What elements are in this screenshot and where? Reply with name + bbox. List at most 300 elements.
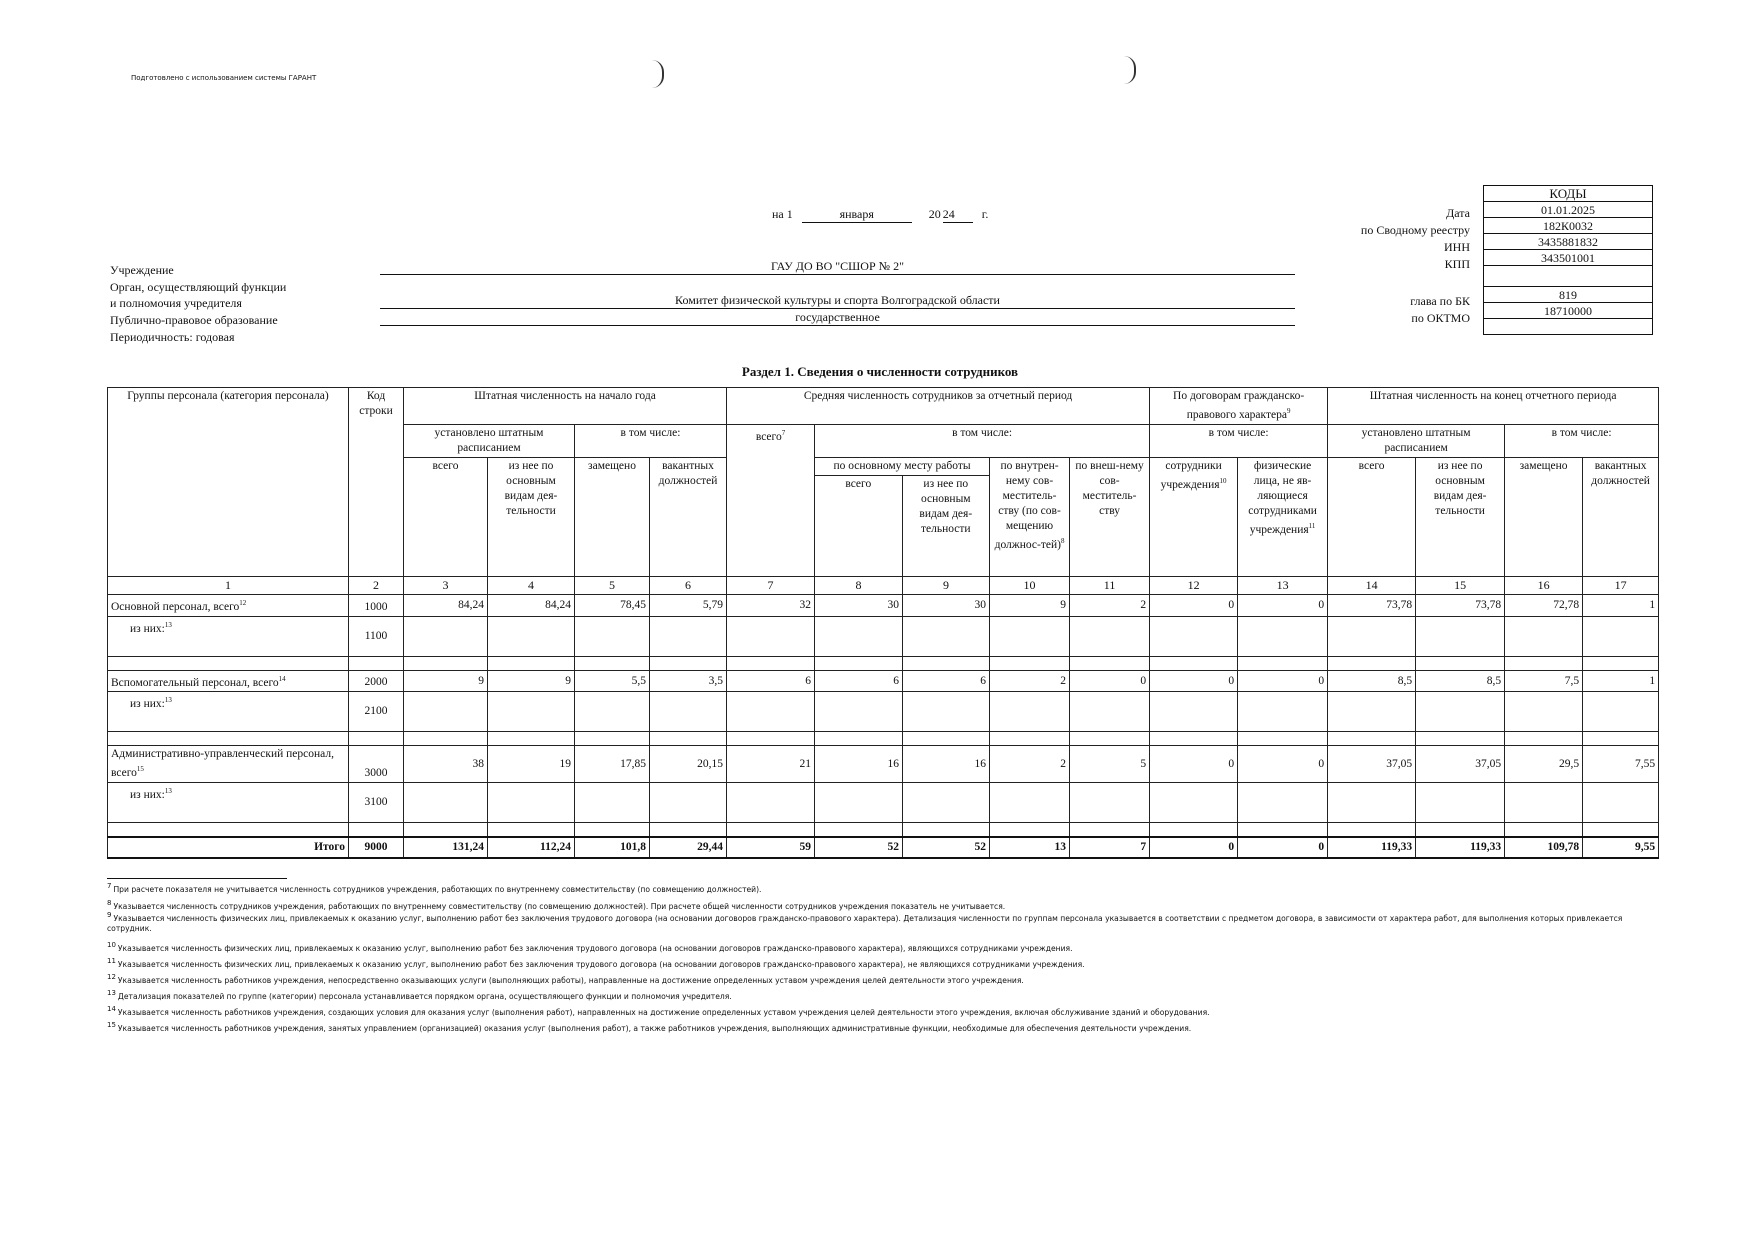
value-cell: 0 <box>1238 837 1328 858</box>
empty-cell <box>1070 823 1150 837</box>
empty-cell <box>650 823 727 837</box>
empty-cell <box>1070 732 1150 746</box>
header-main-place <box>815 457 990 576</box>
footnote-number: 13 <box>107 989 116 997</box>
header-contracts: По договорам гражданско-правового характера$^9$ <box>1150 388 1328 425</box>
empty-cell <box>1583 656 1659 670</box>
code-label-date: Дата <box>1446 206 1470 220</box>
empty-cell <box>108 732 349 746</box>
code-empty <box>1484 266 1653 287</box>
row-name <box>108 616 349 656</box>
code-label-bk: глава по БК <box>1410 294 1470 308</box>
footnote-number: 8 <box>107 899 112 907</box>
empty-cell <box>990 823 1070 837</box>
value-cell <box>1505 692 1583 732</box>
header-employees-12: сотрудники учреждения$^{10}$ <box>1150 457 1238 576</box>
empty-cell <box>903 656 990 670</box>
empty-cell <box>727 823 815 837</box>
header-contracts-text: По договорам гражданско-правового характера <box>1173 390 1305 421</box>
value-cell <box>1070 692 1150 732</box>
staff-table <box>107 387 1659 859</box>
value-cell: 0 <box>1150 594 1238 616</box>
footnote-text: При расчете показателя не учитывается численность сотрудников учреждения, работающих по внутреннему совместительству (по совмещению должностей). <box>113 884 762 894</box>
row-name <box>108 692 349 732</box>
value-cell: 119,33 <box>1416 837 1505 858</box>
column-number: 6 <box>650 576 727 594</box>
column-number: 5 <box>575 576 650 594</box>
header-code: Код строки <box>349 388 404 577</box>
value-cell <box>1150 783 1238 823</box>
footnote-text: Указывается численность работников учреждения, создающих условия для оказания услуг (выполнения работ), направленных на достижение определенных уставом учреждения целей деятельности этого учреждения, включая обслуживание зданий и оборудования. <box>117 1007 1210 1017</box>
value-cell: 5 <box>1070 746 1150 783</box>
organ-label-1: Орган, осуществляющий функции <box>110 280 287 294</box>
empty-cell <box>1238 732 1328 746</box>
public-value: государственное <box>380 310 1295 326</box>
institution-label: Учреждение <box>110 263 174 277</box>
footnote-text: Указывается численность сотрудников учреждения, работающих по внутреннему совместительству (по совмещению должностей). При расчете общей численности сотрудников учреждения показатель не учитывается. <box>113 901 1006 911</box>
header-main-4: из нее по основным видам дея-тельности <box>488 457 575 576</box>
value-cell: 6 <box>903 670 990 692</box>
column-numbers-row <box>108 576 1659 594</box>
value-cell <box>1238 692 1328 732</box>
empty-cell <box>1505 823 1583 837</box>
value-cell: 7,5 <box>1505 670 1583 692</box>
header-avg-including: в том числе: <box>815 424 1150 457</box>
footnote-text: Детализация показателей по группе (категории) персонала устанавливается порядком органа, осуществляющего функции и полномочия учредителя. <box>117 991 732 1001</box>
row-code: 1000 <box>349 594 404 616</box>
footnote <box>107 972 1652 986</box>
value-cell: 0 <box>1150 837 1238 858</box>
column-number: 12 <box>1150 576 1238 594</box>
header-contracts-including: в том числе: <box>1150 424 1328 457</box>
value-cell <box>1583 783 1659 823</box>
row-name-text: Административно-управленческий персонал, всего <box>111 748 334 780</box>
codes-table <box>1483 185 1653 335</box>
value-cell: 0 <box>1150 746 1238 783</box>
row-name <box>108 670 349 692</box>
value-cell: 112,24 <box>488 837 575 858</box>
empty-cell <box>488 656 575 670</box>
empty-cell <box>1070 656 1150 670</box>
header-main-15: из нее по основным видам дея-тельности <box>1416 457 1505 576</box>
row-footnote-ref: 13 <box>164 620 172 629</box>
header-average: Средняя численность сотрудников за отчетный период <box>727 388 1150 425</box>
header-end-established: установлено штатным расписанием <box>1328 424 1505 457</box>
value-cell: 0 <box>1150 670 1238 692</box>
code-label-kpp: КПП <box>1444 257 1470 271</box>
value-cell <box>650 783 727 823</box>
value-cell: 9 <box>488 670 575 692</box>
empty-cell <box>1150 823 1238 837</box>
column-number: 9 <box>903 576 990 594</box>
footnote-number: 15 <box>107 1021 116 1029</box>
value-cell: 29,5 <box>1505 746 1583 783</box>
empty-cell <box>1416 823 1505 837</box>
header-end-period: Штатная численность на конец отчетного периода <box>1328 388 1659 425</box>
table-row-detail <box>108 692 1659 732</box>
empty-cell <box>1150 732 1238 746</box>
empty-cell <box>349 732 404 746</box>
empty-cell <box>108 823 349 837</box>
header-including: в том числе: <box>575 424 727 457</box>
empty-cell <box>815 823 903 837</box>
codes-header: КОДЫ <box>1484 186 1653 202</box>
table-row-group <box>108 670 1659 692</box>
value-cell: 7 <box>1070 837 1150 858</box>
header-end-including: в том числе: <box>1505 424 1659 457</box>
row-footnote-ref: 13 <box>164 696 172 705</box>
value-cell: 78,45 <box>575 594 650 616</box>
column-number: 1 <box>108 576 349 594</box>
value-cell: 37,05 <box>1416 746 1505 783</box>
value-cell: 9 <box>404 670 488 692</box>
organ-label-2: и полномочия учредителя <box>110 296 242 310</box>
value-cell: 9 <box>990 594 1070 616</box>
value-cell <box>1416 692 1505 732</box>
value-cell: 5,79 <box>650 594 727 616</box>
value-cell <box>1583 692 1659 732</box>
value-cell <box>1150 616 1238 656</box>
footnote-text: Указывается численность физических лиц, привлекаемых к оказанию услуг, выполнению работ без заключения трудового договора (на основании договоров гражданско-правового характера), являющихся сотрудниками учреждения. <box>117 943 1073 953</box>
column-number: 17 <box>1583 576 1659 594</box>
empty-cell <box>1150 656 1238 670</box>
footnote-number: 11 <box>107 957 116 965</box>
empty-cell <box>488 732 575 746</box>
footnote <box>107 988 1652 1002</box>
footnote-number: 14 <box>107 1005 116 1013</box>
date-year-prefix: 20 <box>928 207 941 221</box>
value-cell <box>990 692 1070 732</box>
value-cell: 52 <box>815 837 903 858</box>
value-cell: 101,8 <box>575 837 650 858</box>
empty-cell <box>650 732 727 746</box>
table-row-detail <box>108 783 1659 823</box>
value-cell: 19 <box>488 746 575 783</box>
empty-cell <box>903 732 990 746</box>
value-cell <box>1238 783 1328 823</box>
organ-value: Комитет физической культуры и спорта Волгоградской области <box>380 293 1295 309</box>
code-empty-2 <box>1484 319 1653 335</box>
public-label: Публично-правовое образование <box>110 313 278 327</box>
value-cell: 5,5 <box>575 670 650 692</box>
value-cell: 2 <box>1070 594 1150 616</box>
code-registry: 182К0032 <box>1484 218 1653 234</box>
value-cell: 20,15 <box>650 746 727 783</box>
value-cell: 6 <box>815 670 903 692</box>
total-code: 9000 <box>349 837 404 858</box>
empty-cell <box>1583 732 1659 746</box>
value-cell: 30 <box>903 594 990 616</box>
value-cell: 0 <box>1238 670 1328 692</box>
header-individuals-13: физические лица, не яв-ляющиеся сотрудниками учреждения$^{11}$ <box>1238 457 1328 576</box>
row-code: 2000 <box>349 670 404 692</box>
value-cell <box>1583 616 1659 656</box>
value-cell: 0 <box>1238 746 1328 783</box>
date-suffix: г. <box>981 207 989 221</box>
value-cell <box>990 783 1070 823</box>
value-cell <box>575 783 650 823</box>
empty-cell <box>404 656 488 670</box>
value-cell: 30 <box>815 594 903 616</box>
value-cell: 73,78 <box>1416 594 1505 616</box>
footnote-text: Указывается численность физических лиц, привлекаемых к оказанию услуг, выполнению работ без заключения трудового договора (на основании договоров гражданско-правового характера). Детализация численности по группам персонала указывается в соответствии с предметом договора, в зависимости от характера работ, для выполнения которых привлекается сотрудник. <box>107 913 1623 933</box>
footnote <box>107 881 1652 895</box>
empty-cell <box>1328 656 1416 670</box>
date-prefix: на 1 <box>772 207 793 221</box>
value-cell <box>1416 783 1505 823</box>
row-name-text: Вспомогательный персонал, всего <box>111 676 279 689</box>
row-name-text: Основной персонал, всего <box>111 600 240 613</box>
value-cell: 59 <box>727 837 815 858</box>
value-cell: 0 <box>1070 670 1150 692</box>
header-group: Группы персонала (категория персонала) <box>108 388 349 577</box>
footnote <box>107 940 1652 954</box>
value-cell: 38 <box>404 746 488 783</box>
value-cell: 0 <box>1238 594 1328 616</box>
value-cell: 1 <box>1583 670 1659 692</box>
value-cell <box>903 616 990 656</box>
value-cell <box>488 616 575 656</box>
footnote <box>107 1004 1652 1018</box>
value-cell: 29,44 <box>650 837 727 858</box>
value-cell: 8,5 <box>1416 670 1505 692</box>
value-cell <box>1505 783 1583 823</box>
header-employees-text: сотрудники учреждения <box>1160 459 1222 491</box>
header-main-9: из нее по основным видам дея-тельности <box>919 477 973 535</box>
value-cell <box>727 692 815 732</box>
value-cell: 9,55 <box>1583 837 1659 858</box>
date-year: 24 <box>943 207 973 223</box>
empty-cell <box>349 823 404 837</box>
code-date: 01.01.2025 <box>1484 202 1653 218</box>
header-established: установлено штатным расписанием <box>404 424 575 457</box>
value-cell <box>1505 616 1583 656</box>
value-cell <box>650 692 727 732</box>
empty-cell <box>1505 732 1583 746</box>
empty-cell <box>575 656 650 670</box>
column-number: 14 <box>1328 576 1416 594</box>
value-cell <box>488 692 575 732</box>
empty-cell <box>815 656 903 670</box>
code-inn: 3435881832 <box>1484 234 1653 250</box>
header-main-place-title: по основному месту работы <box>815 458 989 476</box>
header-vacant-17: вакантных должностей <box>1583 457 1659 576</box>
empty-cell <box>488 823 575 837</box>
footnote-text: Указывается численность работников учреждения, занятых управлением (организацией) оказания услуг (выполнения работ), а также работников учреждения, выполняющих административные функции, необходимые для обеспечения деятельности учреждения. <box>117 1023 1192 1033</box>
value-cell: 32 <box>727 594 815 616</box>
row-code: 1100 <box>349 616 404 656</box>
value-cell: 2 <box>990 746 1070 783</box>
value-cell <box>1150 692 1238 732</box>
value-cell: 72,78 <box>1505 594 1583 616</box>
header-individuals-text: физические лица, не яв-ляющиеся сотрудниками учреждения <box>1248 459 1317 536</box>
empty-cell <box>1416 732 1505 746</box>
value-cell: 37,05 <box>1328 746 1416 783</box>
footnote <box>107 956 1652 970</box>
value-cell: 84,24 <box>488 594 575 616</box>
spacer-row <box>108 823 1659 837</box>
empty-cell <box>1328 823 1416 837</box>
value-cell: 2 <box>990 670 1070 692</box>
value-cell: 17,85 <box>575 746 650 783</box>
period-label: Периодичность: годовая <box>110 330 235 344</box>
value-cell: 73,78 <box>1328 594 1416 616</box>
footnote <box>107 1020 1652 1034</box>
value-cell: 13 <box>990 837 1070 858</box>
punch-hole-mark <box>652 60 664 88</box>
header-start-year: Штатная численность на начало года <box>404 388 727 425</box>
empty-cell <box>404 823 488 837</box>
empty-cell <box>575 823 650 837</box>
empty-cell <box>1416 656 1505 670</box>
header-total-8: всего <box>815 476 903 576</box>
value-cell <box>1328 616 1416 656</box>
row-name-text: из них: <box>130 789 165 802</box>
column-number: 7 <box>727 576 815 594</box>
section-title: Раздел 1. Сведения о численности сотрудников <box>741 364 1019 379</box>
row-name <box>108 594 349 616</box>
value-cell <box>815 692 903 732</box>
footnote-divider <box>107 878 287 879</box>
empty-cell <box>1328 732 1416 746</box>
header-external-11: по внеш-нему сов-меститель-ству <box>1070 457 1150 576</box>
code-oktmo: 18710000 <box>1484 303 1653 319</box>
header-filled-16: замещено <box>1505 457 1583 576</box>
empty-cell <box>727 656 815 670</box>
column-number: 11 <box>1070 576 1150 594</box>
row-name-text: из них: <box>130 622 165 635</box>
header-filled-5: замещено <box>575 457 650 576</box>
value-cell: 84,24 <box>404 594 488 616</box>
table-row-total <box>108 837 1659 858</box>
value-cell: 3,5 <box>650 670 727 692</box>
value-cell: 16 <box>903 746 990 783</box>
total-label: Итого <box>108 837 349 858</box>
value-cell <box>1328 692 1416 732</box>
table-row-group <box>108 746 1659 783</box>
empty-cell <box>1238 656 1328 670</box>
value-cell: 1 <box>1583 594 1659 616</box>
empty-cell <box>1583 823 1659 837</box>
header-internal-10: по внутрен-нему сов-меститель-ству (по сов-мещению должнос-тей)$^8$ <box>990 457 1070 576</box>
header-internal-text: по внутрен-нему сов-меститель-ству (по сов-мещению должнос-тей) <box>994 459 1061 551</box>
row-footnote-ref: 14 <box>278 674 286 683</box>
header-avg-total-text: всего <box>755 430 782 443</box>
column-number: 13 <box>1238 576 1328 594</box>
column-number: 16 <box>1505 576 1583 594</box>
value-cell <box>1238 616 1328 656</box>
empty-cell <box>404 732 488 746</box>
value-cell <box>727 783 815 823</box>
empty-cell <box>990 732 1070 746</box>
empty-cell <box>1238 823 1328 837</box>
table-row-detail <box>108 616 1659 656</box>
date-line <box>772 207 988 223</box>
value-cell <box>815 616 903 656</box>
code-label-oktmo: по ОКТМО <box>1411 311 1470 325</box>
spacer-row <box>108 656 1659 670</box>
spacer-row <box>108 732 1659 746</box>
column-number: 15 <box>1416 576 1505 594</box>
footnote-number: 12 <box>107 973 116 981</box>
value-cell: 52 <box>903 837 990 858</box>
row-footnote-ref: 15 <box>136 765 144 774</box>
code-label-registry: по Сводному реестру <box>1360 223 1470 237</box>
empty-cell <box>650 656 727 670</box>
value-cell <box>404 616 488 656</box>
empty-cell <box>575 732 650 746</box>
value-cell <box>404 783 488 823</box>
value-cell: 16 <box>815 746 903 783</box>
value-cell <box>727 616 815 656</box>
value-cell <box>1070 783 1150 823</box>
top-note: Подготовлено с использованием системы ГАРАНТ <box>131 74 317 82</box>
header-avg-total: всего$^7$ <box>727 424 815 576</box>
code-label-inn: ИНН <box>1444 240 1470 254</box>
footnote-text: Указывается численность физических лиц, привлекаемых к оказанию услуг, выполнению работ без заключения трудового договора (на основании договоров гражданско-правового характера), не являющихся сотрудниками учреждения. <box>117 959 1085 969</box>
value-cell: 109,78 <box>1505 837 1583 858</box>
footnote <box>107 910 1652 934</box>
value-cell <box>404 692 488 732</box>
value-cell <box>575 616 650 656</box>
value-cell <box>990 616 1070 656</box>
value-cell: 21 <box>727 746 815 783</box>
code-kpp: 343501001 <box>1484 250 1653 266</box>
value-cell: 6 <box>727 670 815 692</box>
value-cell: 131,24 <box>404 837 488 858</box>
footnote-number: 7 <box>107 882 112 890</box>
value-cell <box>1070 616 1150 656</box>
footnote-number: 9 <box>107 911 112 919</box>
row-name <box>108 746 349 783</box>
footnote-text: Указывается численность работников учреждения, непосредственно оказывающих услуги (выполняющих работы), направленные на достижение определенных уставом учреждения целей деятельности этого учреждения. <box>117 975 1024 985</box>
punch-hole-mark <box>1124 56 1136 84</box>
row-code: 3000 <box>349 746 404 783</box>
empty-cell <box>990 656 1070 670</box>
empty-cell <box>108 656 349 670</box>
header-total-14: всего <box>1328 457 1416 576</box>
column-number: 2 <box>349 576 404 594</box>
value-cell <box>488 783 575 823</box>
header-vacant-6: вакантных должностей <box>650 457 727 576</box>
row-name-text: из них: <box>130 698 165 711</box>
value-cell <box>650 616 727 656</box>
value-cell: 7,55 <box>1583 746 1659 783</box>
date-month: января <box>802 207 912 223</box>
footnote-number: 10 <box>107 941 116 949</box>
institution-value: ГАУ ДО ВО "СШОР № 2" <box>380 259 1295 275</box>
empty-cell <box>815 732 903 746</box>
empty-cell <box>903 823 990 837</box>
value-cell <box>903 692 990 732</box>
row-footnote-ref: 12 <box>239 598 247 607</box>
value-cell <box>815 783 903 823</box>
column-number: 3 <box>404 576 488 594</box>
column-number: 4 <box>488 576 575 594</box>
value-cell <box>1328 783 1416 823</box>
empty-cell <box>727 732 815 746</box>
row-footnote-ref: 13 <box>164 787 172 796</box>
empty-cell <box>349 656 404 670</box>
value-cell <box>903 783 990 823</box>
row-name <box>108 783 349 823</box>
table-row-group <box>108 594 1659 616</box>
row-code: 3100 <box>349 783 404 823</box>
empty-cell <box>1505 656 1583 670</box>
value-cell: 8,5 <box>1328 670 1416 692</box>
header-total-3: всего <box>404 457 488 576</box>
value-cell <box>1416 616 1505 656</box>
